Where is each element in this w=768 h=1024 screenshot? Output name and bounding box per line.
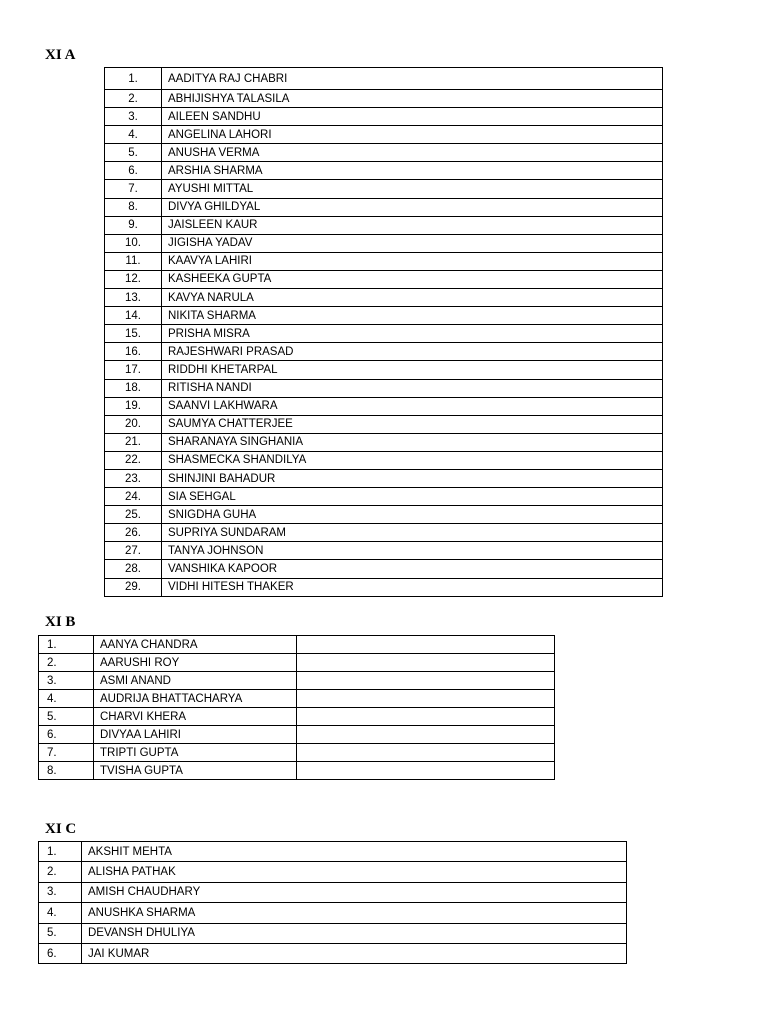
student-name: SAUMYA CHATTERJEE [162, 415, 663, 433]
row-number: 19. [105, 397, 162, 415]
row-number: 6. [39, 726, 94, 744]
row-number: 1. [39, 842, 82, 862]
student-name: SUPRIYA SUNDARAM [162, 524, 663, 542]
table-row [105, 307, 663, 325]
empty-cell [297, 708, 555, 726]
table-row [105, 542, 663, 560]
student-name: SAANVI LAKHWARA [162, 397, 663, 415]
row-number: 5. [39, 708, 94, 726]
student-name: ANUSHA VERMA [162, 144, 663, 162]
student-name: JIGISHA YADAV [162, 234, 663, 252]
empty-cell [297, 672, 555, 690]
row-number: 21. [105, 433, 162, 451]
student-name: ANGELINA LAHORI [162, 126, 663, 144]
row-number: 22. [105, 451, 162, 469]
student-name: PRISHA MISRA [162, 325, 663, 343]
student-name: DIVYA GHILDYAL [162, 198, 663, 216]
table-row [105, 68, 663, 90]
table-row [105, 108, 663, 126]
class-list-table-xi-b [38, 635, 555, 780]
student-name: DEVANSH DHULIYA [82, 923, 627, 943]
student-name: RITISHA NANDI [162, 379, 663, 397]
student-name: AMISH CHAUDHARY [82, 882, 627, 902]
student-name: ABHIJISHYA TALASILA [162, 90, 663, 108]
row-number: 3. [39, 882, 82, 902]
table-row [39, 726, 555, 744]
table-row [39, 654, 555, 672]
table-row [105, 180, 663, 198]
row-number: 14. [105, 307, 162, 325]
student-name: KASHEEKA GUPTA [162, 270, 663, 288]
student-name: AUDRIJA BHATTACHARYA [94, 690, 297, 708]
table-row [105, 144, 663, 162]
student-name: DIVYAA LAHIRI [94, 726, 297, 744]
table-row [39, 903, 627, 923]
empty-cell [297, 654, 555, 672]
table-row [105, 90, 663, 108]
row-number: 5. [39, 923, 82, 943]
row-number: 4. [39, 903, 82, 923]
student-name: ARSHIA SHARMA [162, 162, 663, 180]
student-name: VIDHI HITESH THAKER [162, 578, 663, 596]
table-row [105, 488, 663, 506]
empty-cell [297, 762, 555, 780]
row-number: 12. [105, 270, 162, 288]
row-number: 26. [105, 524, 162, 542]
table-row [105, 289, 663, 307]
row-number: 9. [105, 216, 162, 234]
student-name: ANUSHKA SHARMA [82, 903, 627, 923]
table-row [105, 524, 663, 542]
table-row [105, 126, 663, 144]
table-row [105, 216, 663, 234]
row-number: 5. [105, 144, 162, 162]
student-name: SNIGDHA GUHA [162, 506, 663, 524]
row-number: 20. [105, 415, 162, 433]
row-number: 6. [39, 943, 82, 963]
table-row [105, 415, 663, 433]
row-number: 2. [105, 90, 162, 108]
table-row [105, 252, 663, 270]
table-row [105, 270, 663, 288]
row-number: 28. [105, 560, 162, 578]
table-row [39, 923, 627, 943]
row-number: 8. [105, 198, 162, 216]
student-name: AYUSHI MITTAL [162, 180, 663, 198]
row-number: 3. [39, 672, 94, 690]
student-name: SHINJINI BAHADUR [162, 469, 663, 487]
student-name: TVISHA GUPTA [94, 762, 297, 780]
student-name: TANYA JOHNSON [162, 542, 663, 560]
row-number: 8. [39, 762, 94, 780]
student-name: ASMI ANAND [94, 672, 297, 690]
table-row [105, 397, 663, 415]
student-name: AARUSHI ROY [94, 654, 297, 672]
student-name: TRIPTI GUPTA [94, 744, 297, 762]
student-name: AANYA CHANDRA [94, 636, 297, 654]
student-name: AKSHIT MEHTA [82, 842, 627, 862]
row-number: 6. [105, 162, 162, 180]
student-name: JAISLEEN KAUR [162, 216, 663, 234]
table-row [105, 451, 663, 469]
section-title-xi-a: XI A [45, 47, 76, 63]
student-name: NIKITA SHARMA [162, 307, 663, 325]
student-name: ALISHA PATHAK [82, 862, 627, 882]
table-row [105, 506, 663, 524]
student-name: RAJESHWARI PRASAD [162, 343, 663, 361]
row-number: 27. [105, 542, 162, 560]
student-name: SIA SEHGAL [162, 488, 663, 506]
table-row [39, 690, 555, 708]
row-number: 29. [105, 578, 162, 596]
row-number: 3. [105, 108, 162, 126]
student-name: KAVYA NARULA [162, 289, 663, 307]
row-number: 1. [105, 68, 162, 90]
table-row [105, 361, 663, 379]
row-number: 10. [105, 234, 162, 252]
student-name: RIDDHI KHETARPAL [162, 361, 663, 379]
class-list-table-xi-c [38, 841, 627, 964]
row-number: 11. [105, 252, 162, 270]
row-number: 25. [105, 506, 162, 524]
row-number: 1. [39, 636, 94, 654]
student-name: VANSHIKA KAPOOR [162, 560, 663, 578]
empty-cell [297, 690, 555, 708]
student-name: AILEEN SANDHU [162, 108, 663, 126]
row-number: 18. [105, 379, 162, 397]
row-number: 2. [39, 862, 82, 882]
table-row [39, 842, 627, 862]
student-name: KAAVYA LAHIRI [162, 252, 663, 270]
row-number: 2. [39, 654, 94, 672]
table-row [105, 198, 663, 216]
student-name: JAI KUMAR [82, 943, 627, 963]
empty-cell [297, 636, 555, 654]
table-row [105, 433, 663, 451]
table-row [105, 469, 663, 487]
row-number: 13. [105, 289, 162, 307]
empty-cell [297, 744, 555, 762]
table-row [39, 882, 627, 902]
empty-cell [297, 726, 555, 744]
table-row [39, 862, 627, 882]
table-row [39, 762, 555, 780]
table-row [105, 325, 663, 343]
table-row [39, 708, 555, 726]
row-number: 7. [39, 744, 94, 762]
student-name: SHASMECKA SHANDILYA [162, 451, 663, 469]
student-name: AADITYA RAJ CHABRI [162, 68, 663, 90]
row-number: 24. [105, 488, 162, 506]
class-list-table-xi-a [104, 67, 663, 597]
table-row [39, 672, 555, 690]
row-number: 15. [105, 325, 162, 343]
row-number: 17. [105, 361, 162, 379]
table-row [105, 560, 663, 578]
row-number: 4. [39, 690, 94, 708]
row-number: 23. [105, 469, 162, 487]
row-number: 4. [105, 126, 162, 144]
table-row [105, 379, 663, 397]
table-row [105, 234, 663, 252]
student-name: CHARVI KHERA [94, 708, 297, 726]
row-number: 16. [105, 343, 162, 361]
row-number: 7. [105, 180, 162, 198]
section-title-xi-b: XI B [45, 614, 76, 630]
section-title-xi-c: XI C [45, 821, 77, 837]
student-name: SHARANAYA SINGHANIA [162, 433, 663, 451]
table-row [39, 636, 555, 654]
table-row [39, 943, 627, 963]
table-row [105, 578, 663, 596]
table-row [105, 162, 663, 180]
table-row [105, 343, 663, 361]
table-row [39, 744, 555, 762]
